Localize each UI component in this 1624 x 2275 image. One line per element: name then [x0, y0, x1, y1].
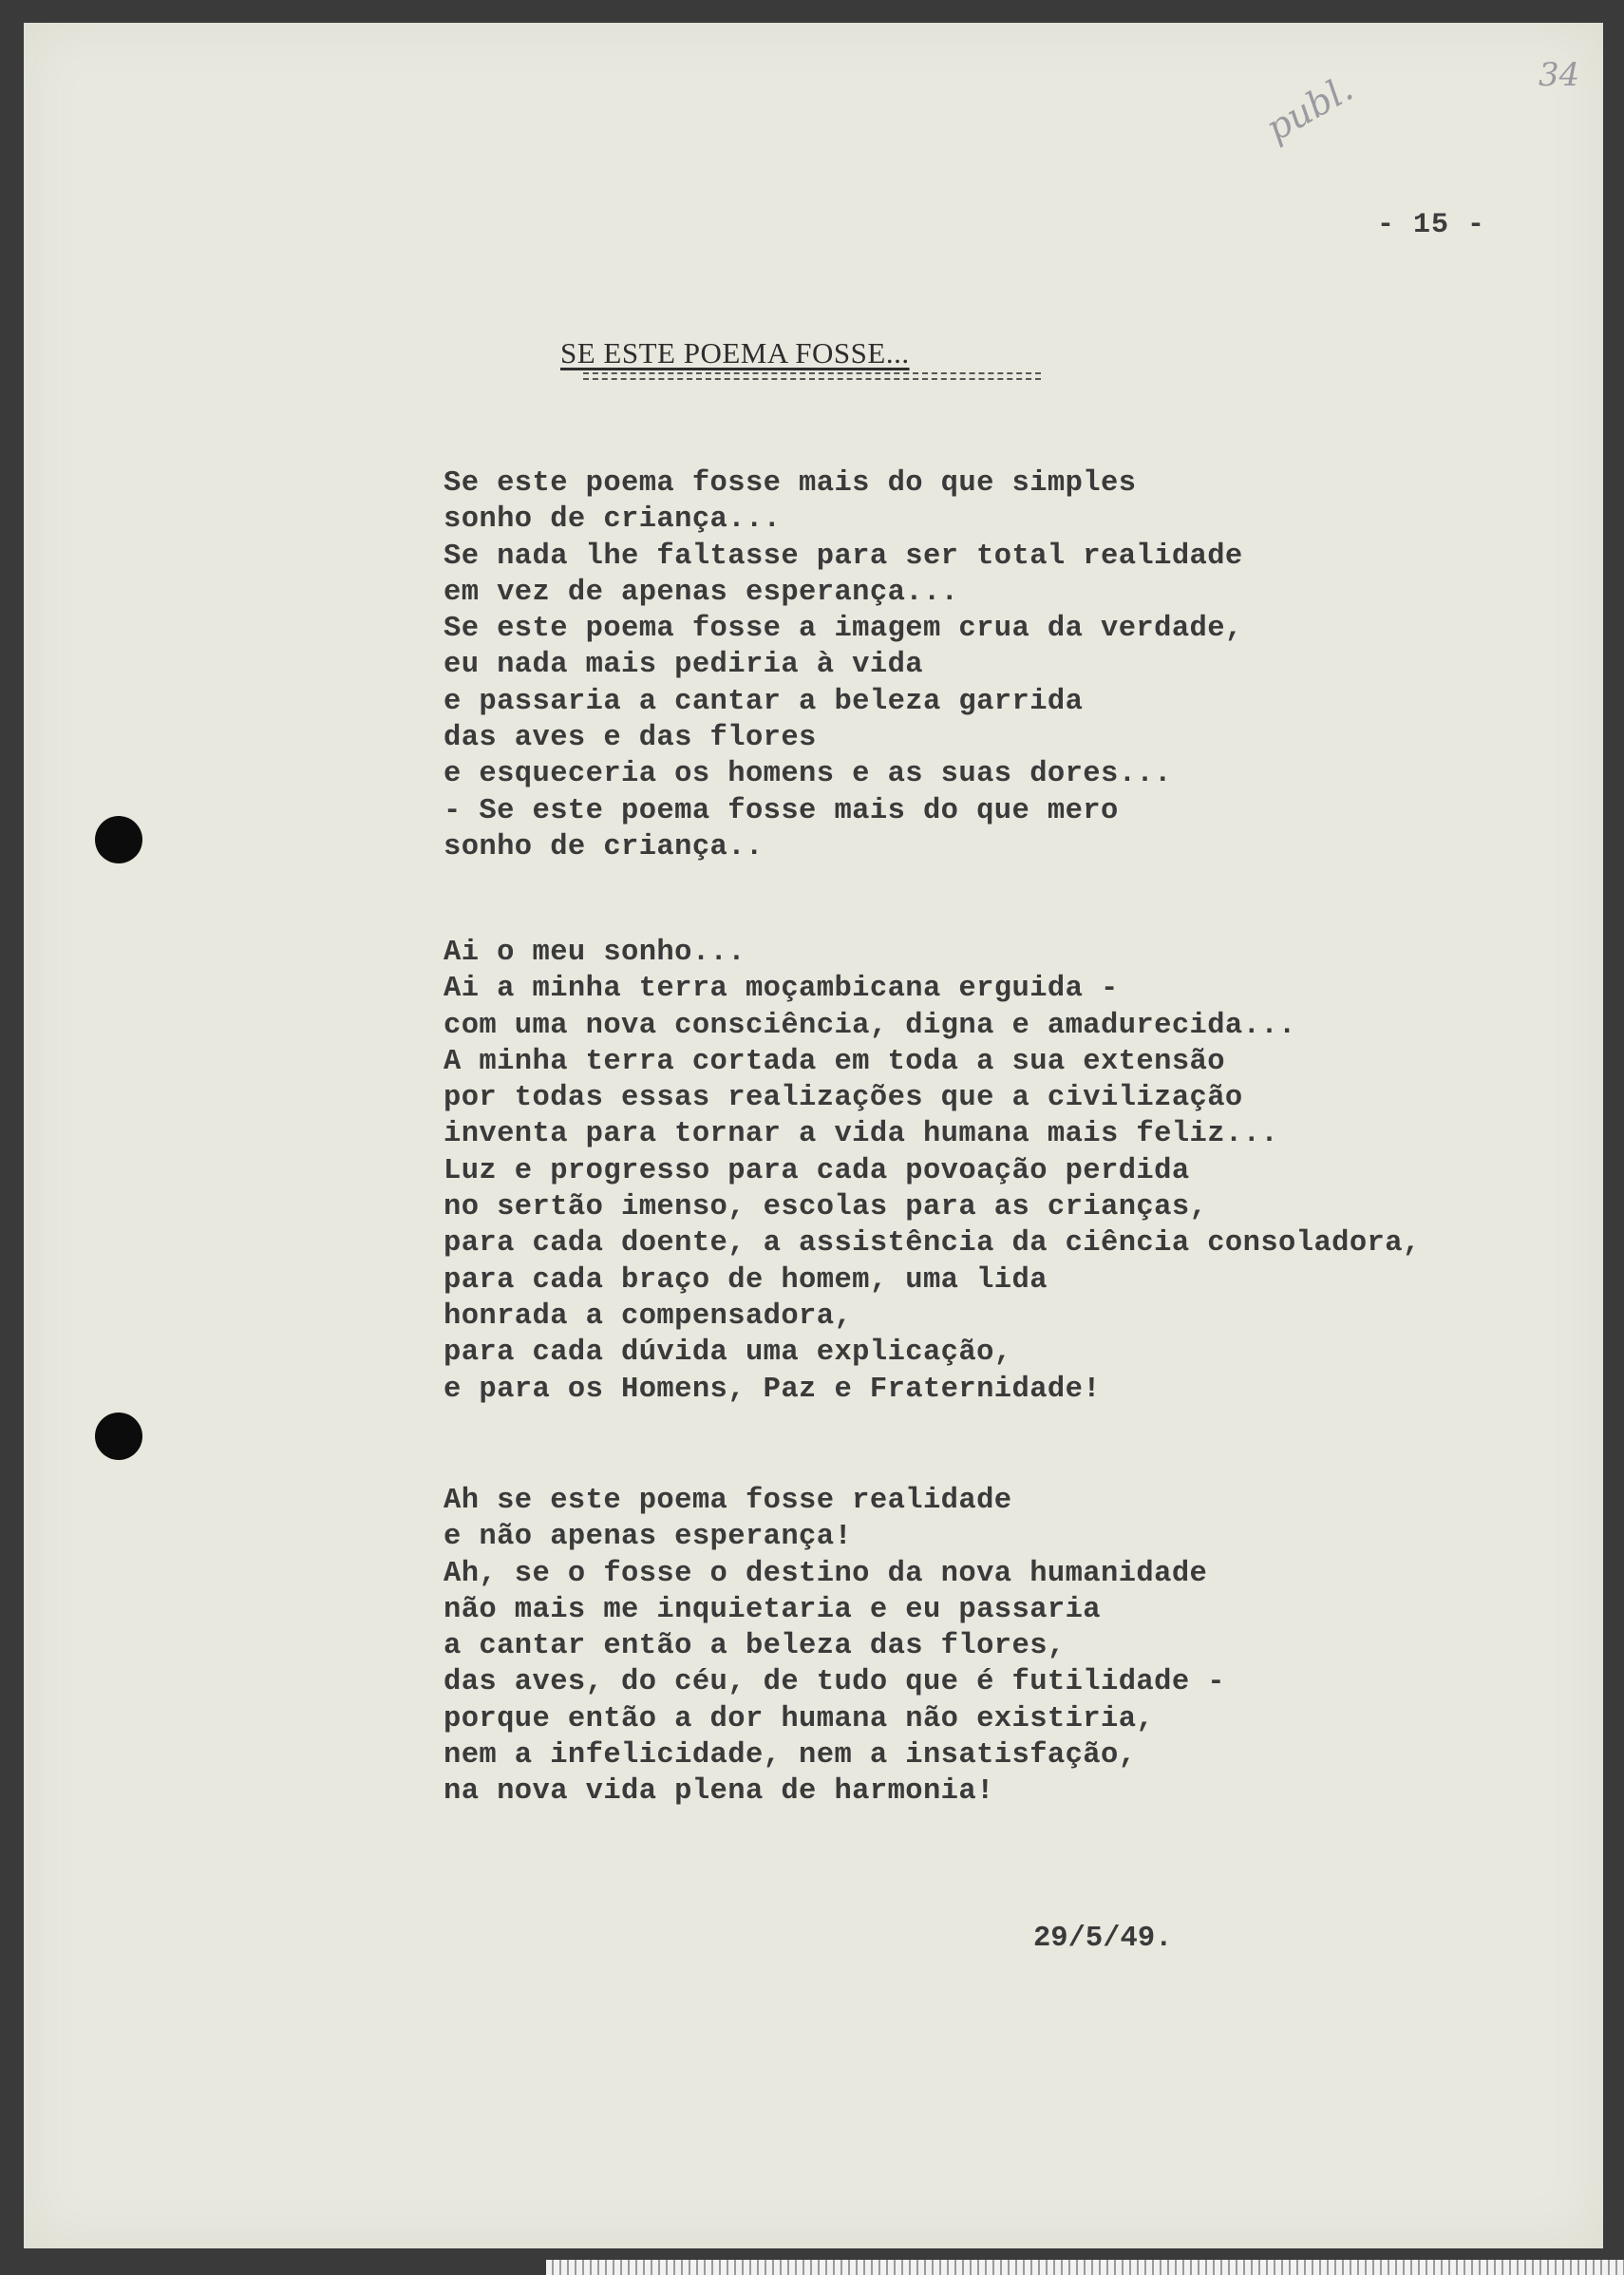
title-double-rule [583, 372, 1041, 380]
verse-line: Ai a minha terra moçambicana erguida - [444, 973, 1119, 1006]
scan-ruler [546, 2260, 1624, 2275]
verse-line: Se este poema fosse a imagem crua da verdade, [444, 613, 1243, 646]
verse-line: Ah, se o fosse o destino da nova humanidade [444, 1557, 1208, 1590]
verse-line: para cada doente, a assistência da ciência consoladora, [444, 1227, 1421, 1261]
verse-line: Se este poema fosse mais do que simples [444, 467, 1137, 500]
poem-title-block [560, 336, 910, 370]
binder-hole-bottom [95, 1412, 142, 1460]
page-number: - 15 - [1377, 209, 1486, 241]
verse-line: Se nada lhe faltasse para ser total realidade [444, 540, 1243, 573]
verse-line: eu nada mais pediria à vida [444, 649, 923, 682]
verse-line: Luz e progresso para cada povoação perdida [444, 1154, 1190, 1187]
archive-number: 34 [1539, 56, 1580, 94]
verse-line: na nova vida plena de harmonia! [444, 1775, 994, 1809]
typed-page [24, 23, 1603, 2248]
poem-title: SE ESTE POEMA FOSSE... [560, 336, 910, 370]
verse-line: e esqueceria os homens e as suas dores... [444, 758, 1172, 791]
verse-line: das aves e das flores [444, 722, 817, 755]
handwritten-note: publ. [1258, 66, 1360, 150]
verse-line: não mais me inquietaria e eu passaria [444, 1593, 1102, 1626]
verse-line: honrada a compensadora, [444, 1299, 853, 1333]
verse-line: nem a infelicidade, nem a insatisfação, [444, 1739, 1137, 1773]
verse-line: - Se este poema fosse mais do que mero [444, 794, 1119, 827]
verse-line: inventa para tornar a vida humana mais feliz... [444, 1118, 1279, 1151]
verse-line: e não apenas esperança! [444, 1521, 853, 1554]
verse-line: e passaria a cantar a beleza garrida [444, 685, 1084, 718]
verse-line: a cantar então a beleza das flores, [444, 1630, 1066, 1663]
verse-line: das aves, do céu, de tudo que é futilidade - [444, 1666, 1225, 1699]
verse-line: por todas essas realizações que a civilização [444, 1082, 1243, 1115]
verse-line: porque então a dor humana não existiria, [444, 1702, 1155, 1735]
verse-line: e para os Homens, Paz e Fraternidade! [444, 1373, 1102, 1406]
verse-line: A minha terra cortada em toda a sua extensão [444, 1045, 1225, 1078]
stanza-2 [444, 935, 1421, 1408]
verse-line: sonho de criança... [444, 503, 782, 537]
verse-line: para cada dúvida uma explicação, [444, 1337, 1012, 1370]
stanza-3 [444, 1483, 1225, 1811]
binder-hole-top [95, 816, 142, 863]
verse-line: para cada braço de homem, uma lida [444, 1263, 1048, 1297]
verse-line: no sertão imenso, escolas para as crianças, [444, 1191, 1208, 1224]
verse-line: Ah se este poema fosse realidade [444, 1485, 1012, 1517]
verse-line: em vez de apenas esperança... [444, 576, 959, 609]
stanza-1 [444, 465, 1243, 865]
verse-line: com uma nova consciência, digna e amadurecida... [444, 1009, 1296, 1042]
poem-date: 29/5/49. [1033, 1923, 1173, 1955]
verse-line: sonho de criança.. [444, 830, 764, 863]
verse-line: Ai o meu sonho... [444, 937, 746, 969]
